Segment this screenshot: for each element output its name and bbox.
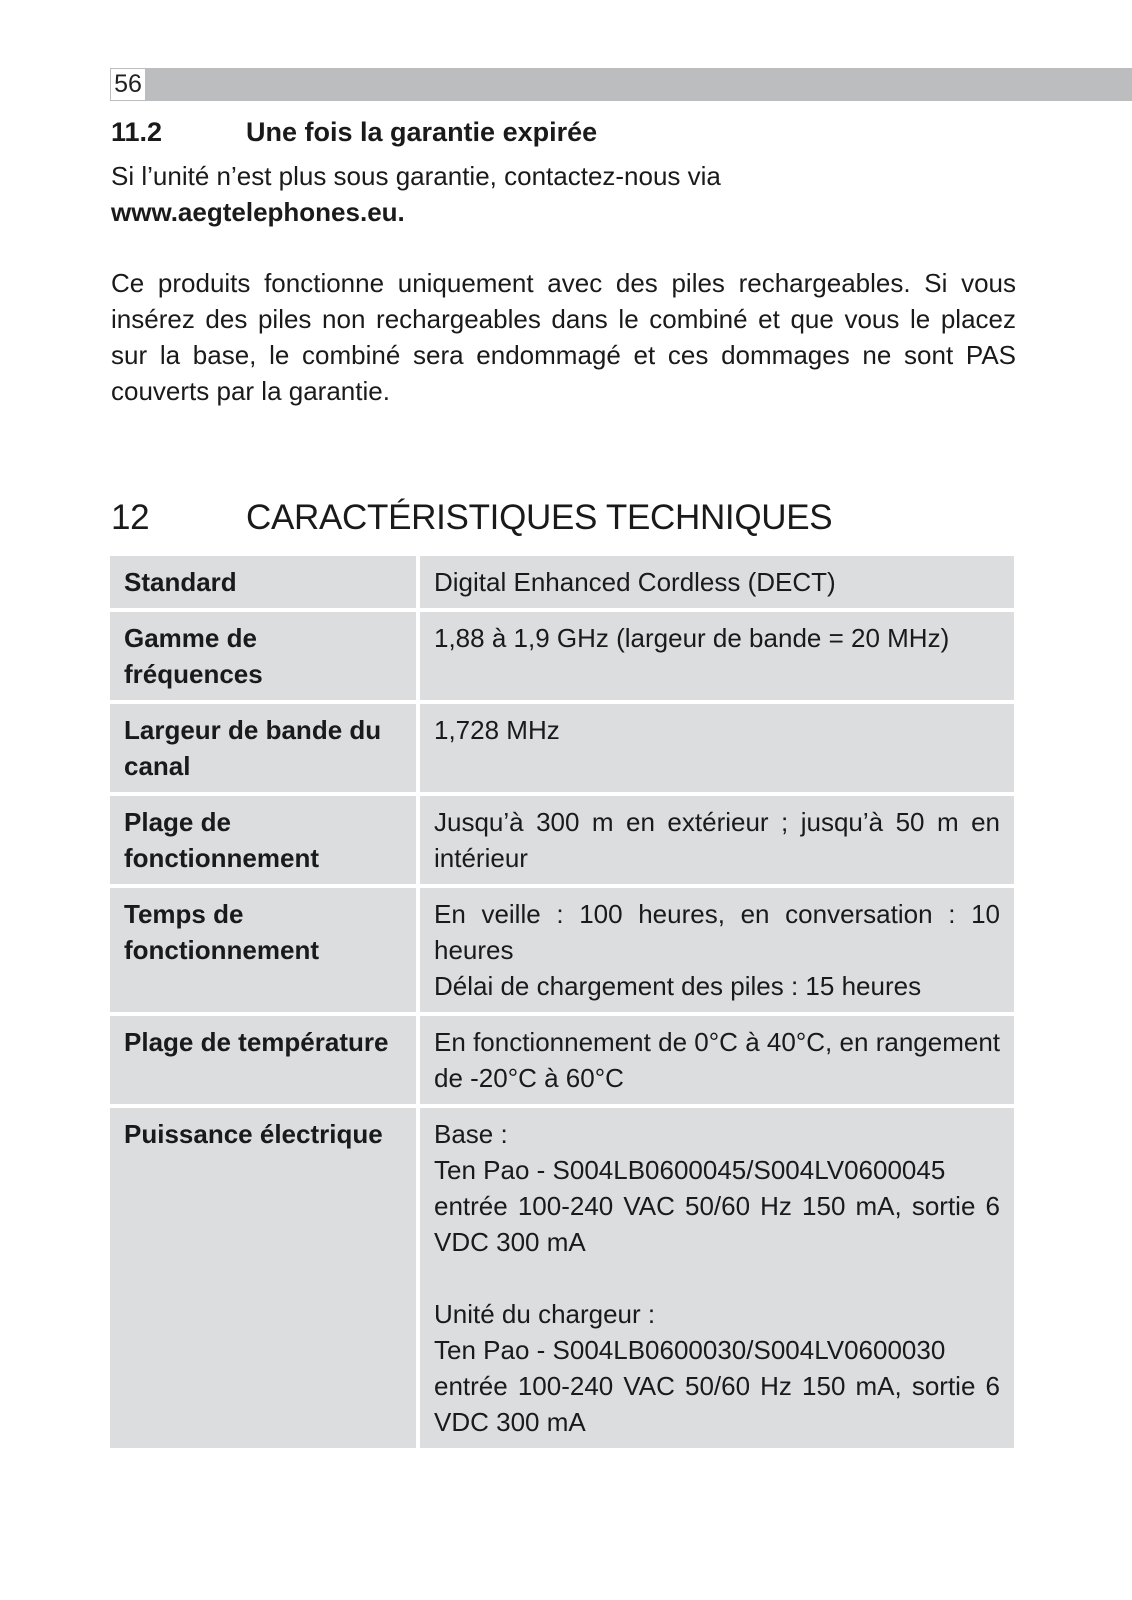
spec-value-line: En veille : 100 heures, en conversation : 10 heures bbox=[434, 899, 1000, 965]
section-11-2-title: Une fois la garantie expirée bbox=[246, 117, 598, 147]
spec-value: En fonctionnement de 0°C à 40°C, en rangement de -20°C à 60°C bbox=[420, 1016, 1014, 1104]
spec-value: Digital Enhanced Cordless (DECT) bbox=[420, 556, 1014, 608]
spec-label: Puissance électrique bbox=[110, 1108, 416, 1448]
page-number: 56 bbox=[110, 68, 146, 101]
spec-value: 1,728 MHz bbox=[420, 704, 1014, 792]
technical-specs-table bbox=[106, 552, 1018, 1452]
spec-value-line: Ten Pao - S004LB0600030/S004LV0600030 bbox=[434, 1335, 946, 1365]
section-11-2-heading bbox=[111, 114, 597, 150]
table-row bbox=[110, 796, 1014, 884]
spec-value-line: entrée 100-240 VAC 50/60 Hz 150 mA, sortie 6 VDC 300 mA bbox=[434, 1191, 1000, 1257]
table-row bbox=[110, 556, 1014, 608]
spacer bbox=[434, 1260, 1000, 1296]
warranty-contact-text: Si l’unité n’est plus sous garantie, contactez-nous via bbox=[111, 161, 721, 191]
table-row bbox=[110, 704, 1014, 792]
spec-value-line: Ten Pao - S004LB0600045/S004LV0600045 bbox=[434, 1155, 946, 1185]
section-12-title: CARACTÉRISTIQUES TECHNIQUES bbox=[246, 498, 833, 537]
spec-label: Plage de température bbox=[110, 1016, 416, 1104]
section-12-heading bbox=[111, 495, 832, 541]
spec-value-line: entrée 100-240 VAC 50/60 Hz 150 mA, sortie 6 VDC 300 mA bbox=[434, 1371, 1000, 1437]
spec-label: Temps de fonctionnement bbox=[110, 888, 416, 1012]
table-row bbox=[110, 1016, 1014, 1104]
spec-value: Jusqu’à 300 m en extérieur ; jusqu’à 50 m en intérieur bbox=[420, 796, 1014, 884]
table-row bbox=[110, 1108, 1014, 1448]
warranty-contact-paragraph bbox=[111, 158, 1016, 230]
spec-label: Gamme de fréquences bbox=[110, 612, 416, 700]
spec-label: Plage de fonctionnement bbox=[110, 796, 416, 884]
spec-value-line: Unité du chargeur : bbox=[434, 1299, 656, 1329]
spec-label: Largeur de bande du canal bbox=[110, 704, 416, 792]
section-12-number: 12 bbox=[111, 498, 150, 537]
spec-label: Standard bbox=[110, 556, 416, 608]
section-11-2-number: 11.2 bbox=[111, 117, 163, 147]
spec-value-line: Base : bbox=[434, 1119, 508, 1149]
table-row bbox=[110, 888, 1014, 1012]
spec-value bbox=[420, 888, 1014, 1012]
battery-warning-paragraph: Ce produits fonctionne uniquement avec des piles rechargeables. Si vous insérez des piles non rechargeables dans le combiné et que vous le placez sur la base, le combiné sera endommagé et ces dommages ne sont PAS couverts par la garantie. bbox=[111, 268, 1016, 406]
table-row bbox=[110, 612, 1014, 700]
spec-value: 1,88 à 1,9 GHz (largeur de bande = 20 MHz) bbox=[420, 612, 1014, 700]
page-header-bar bbox=[110, 68, 1132, 101]
support-website-link[interactable]: www.aegtelephones.eu. bbox=[111, 197, 405, 227]
spec-value-line: Délai de chargement des piles : 15 heures bbox=[434, 971, 922, 1001]
spec-value bbox=[420, 1108, 1014, 1448]
